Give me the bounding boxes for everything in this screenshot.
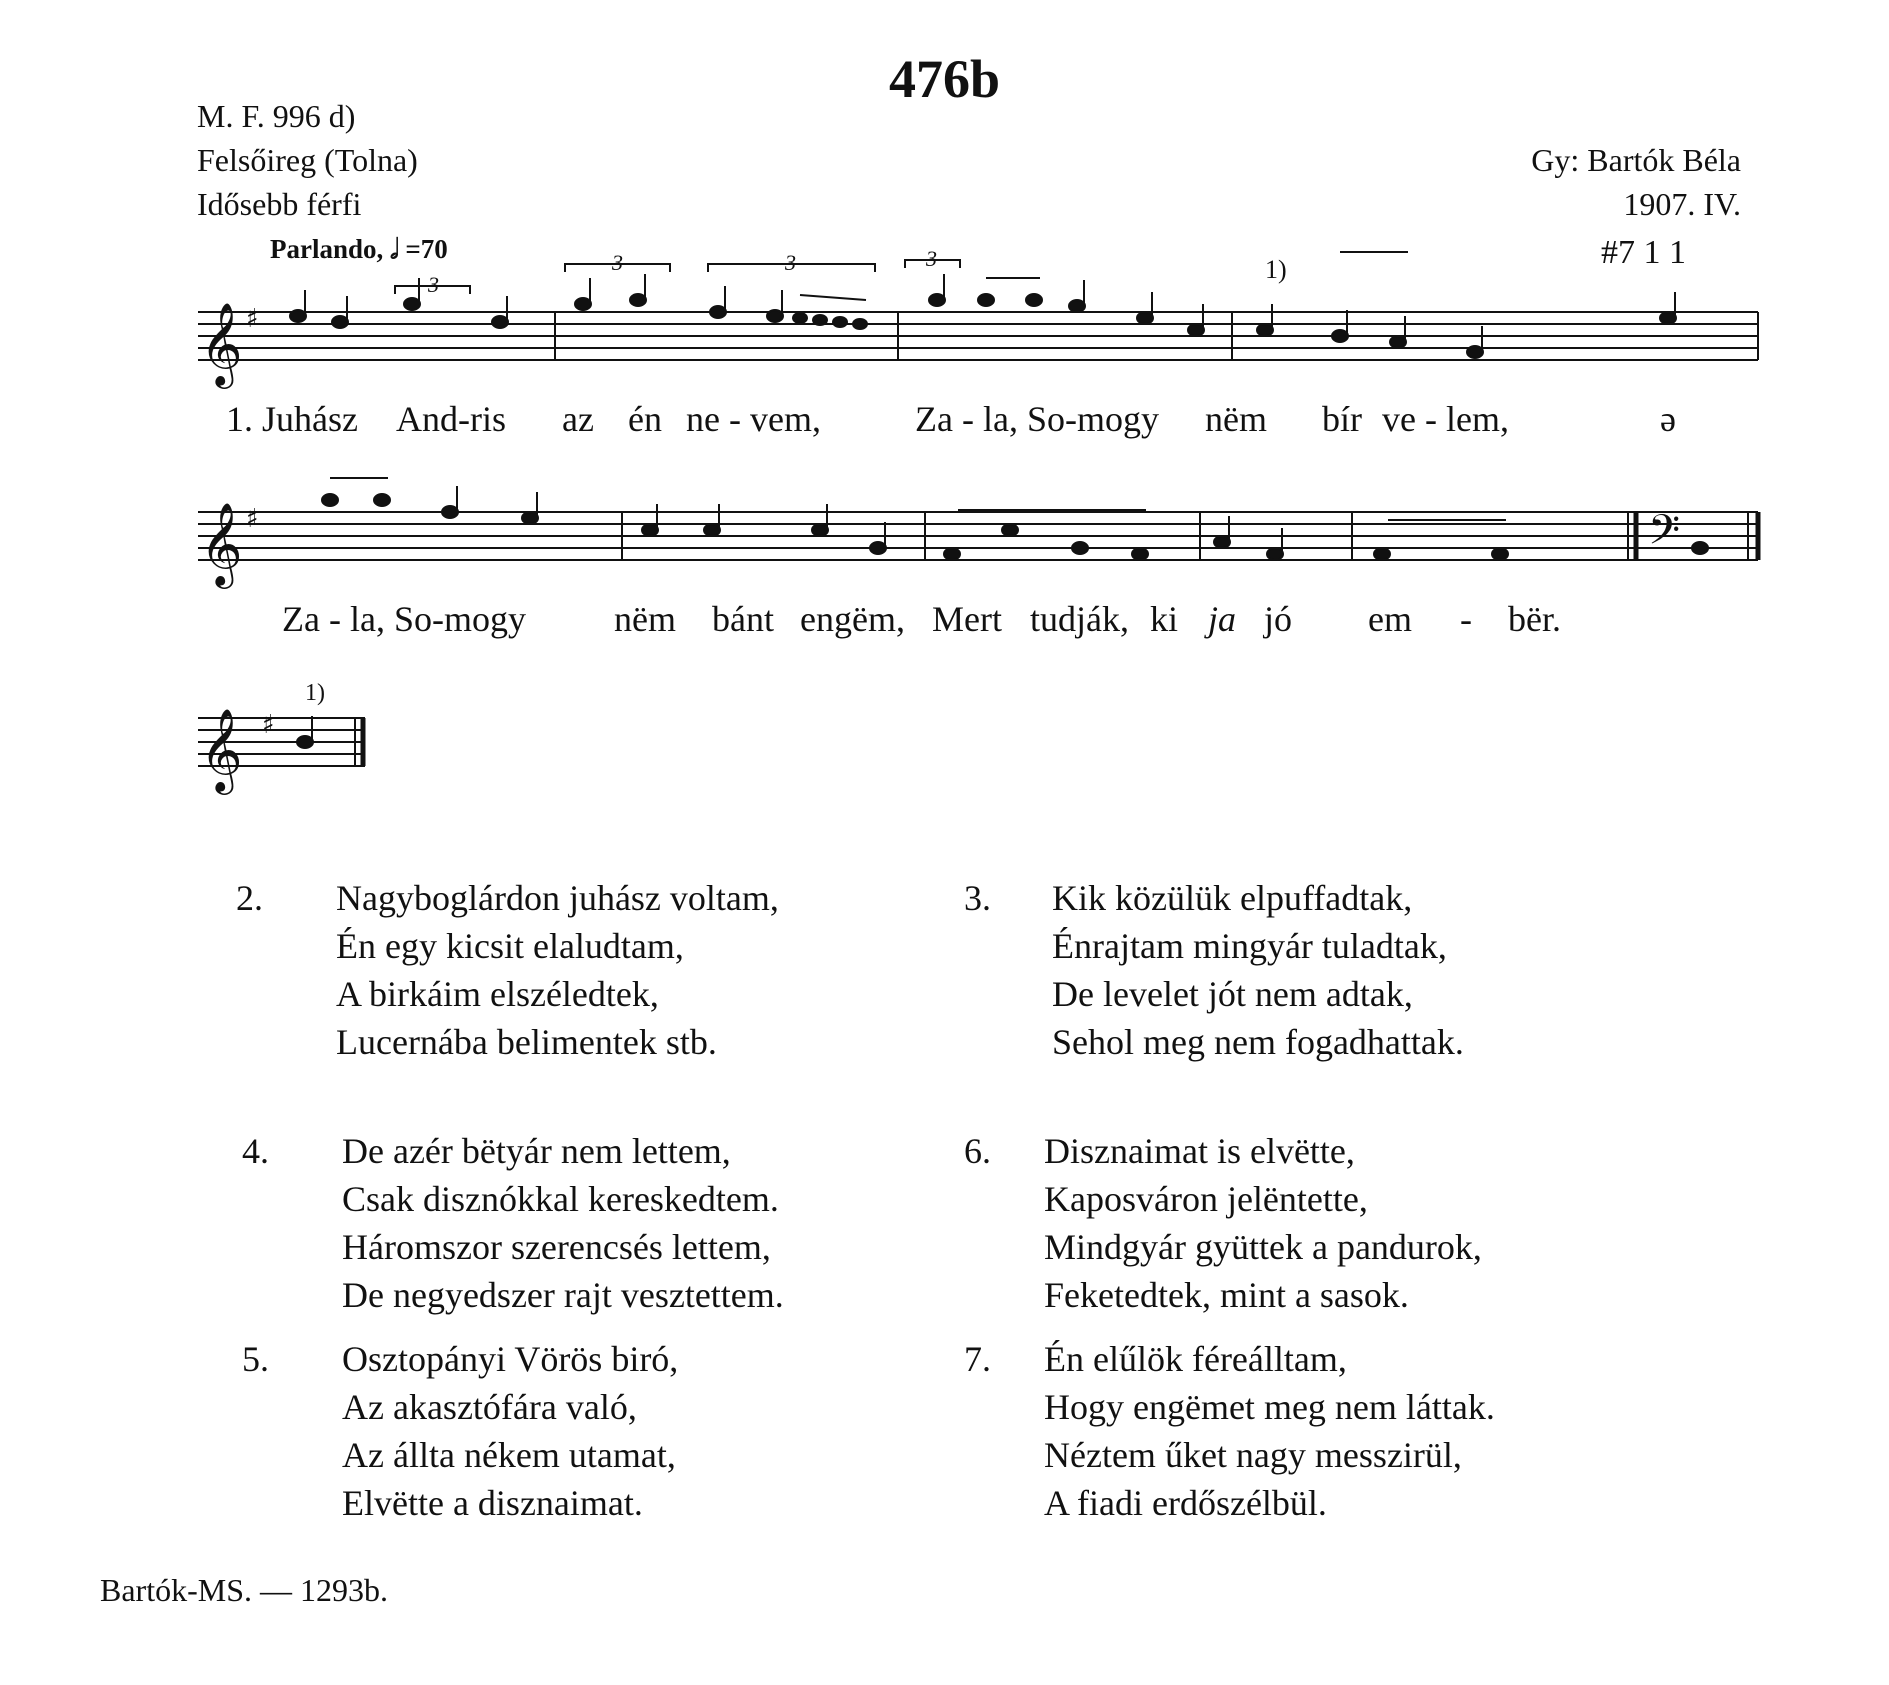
tuplet-number: 3: [785, 250, 796, 275]
stanza-line: De azér bëtyár nem lettem,: [342, 1131, 731, 1171]
stanza-line: Én egy kicsit elaludtam,: [336, 926, 684, 966]
tuplet-number: 3: [926, 246, 937, 271]
lyric-syllable: ve - lem,: [1382, 399, 1509, 439]
stanza-line: Disznaimat is elvëtte,: [1044, 1131, 1355, 1171]
treble-clef-icon: 𝄞: [200, 301, 243, 385]
stanza-line: Én elűlök féreálltam,: [1044, 1339, 1347, 1379]
stanza-line: Az akasztófára való,: [342, 1387, 637, 1427]
lyric-syllable: And-ris: [396, 399, 506, 439]
lyric-syllable: -: [1460, 599, 1472, 639]
classification-code: #7 1 1: [1601, 234, 1686, 271]
stanza-number: 2.: [236, 878, 263, 918]
stanza-line: A birkáim elszéledtek,: [336, 974, 659, 1014]
stanza-number: 4.: [242, 1131, 269, 1171]
tuplet-brackets-1: [395, 252, 1408, 294]
stanza-3: [964, 874, 1604, 1074]
manuscript-reference: Bartók-MS. — 1293b.: [100, 1572, 388, 1608]
stanza-number: 5.: [242, 1339, 269, 1379]
lyric-syllable: nëm: [1205, 399, 1267, 439]
stanza-2: [236, 874, 876, 1074]
stanza-line: Sehol meg nem fogadhattak.: [1052, 1022, 1464, 1062]
sharp-icon: ♯: [246, 504, 259, 534]
lyric-syllable: ja: [1208, 599, 1237, 639]
stanza-number: 3.: [964, 878, 991, 918]
lyric-syllable: nëm: [614, 599, 676, 639]
lyric-syllable: em: [1368, 599, 1412, 639]
lyric-syllable: jó: [1264, 599, 1293, 639]
stanza-7: [964, 1335, 1604, 1535]
stanza-line: Lucernába belimentek stb.: [336, 1022, 717, 1062]
stanza-number: 7.: [964, 1339, 991, 1379]
stanza-line: Énrajtam mingyár tuladtak,: [1052, 926, 1447, 966]
stanza-line: Néztem űket nagy messzirül,: [1044, 1435, 1462, 1475]
footnote-marker: 1): [305, 680, 325, 706]
lyric-syllable: Za - la, So-mogy: [915, 399, 1159, 439]
stanza-line: Osztopányi Vörös biró,: [342, 1339, 679, 1379]
collection-date: 1907. IV.: [1623, 186, 1741, 222]
lyric-syllable: Mert: [932, 599, 1002, 639]
footnote-marker: 1): [1265, 255, 1287, 284]
lyric-syllable: engëm,: [800, 599, 905, 639]
sharp-icon: ♯: [262, 710, 275, 740]
location: Felsőireg (Tolna): [197, 142, 418, 178]
lyric-syllable: ne - vem,: [686, 399, 821, 439]
sharp-icon: ♯: [246, 304, 259, 334]
lyric-syllable: bër.: [1508, 599, 1561, 639]
singer: Idősebb férfi: [197, 186, 362, 222]
half-note-icon: 𝅗𝅥: [390, 234, 399, 265]
tempo-value: =70: [405, 234, 448, 264]
lyric-syllable: 1. Juhász: [226, 399, 358, 439]
staff-1: [198, 312, 1758, 360]
tempo-label: Parlando,: [270, 234, 384, 264]
lyric-syllable: én: [628, 399, 662, 439]
lyric-syllable: tudják,: [1030, 599, 1129, 639]
stanza-line: Csak disznókkal kereskedtem.: [342, 1179, 779, 1219]
stanza-6: [964, 1127, 1604, 1327]
lyric-syllable: bír: [1322, 399, 1362, 439]
staff-2: [198, 512, 1758, 560]
bass-clef-icon: 𝄢: [1648, 506, 1681, 564]
stanza-line: De negyedszer rajt vesztettem.: [342, 1275, 784, 1315]
lyric-syllable: ki: [1150, 599, 1179, 639]
lyric-syllable: az: [562, 399, 594, 439]
stanza-line: Feketedtek, mint a sasok.: [1044, 1275, 1409, 1315]
stanza-line: Az állta nékem utamat,: [342, 1435, 676, 1475]
collector: Gy: Bartók Béla: [1531, 142, 1741, 178]
stanza-line: Háromszor szerencsés lettem,: [342, 1227, 771, 1267]
tuplet-number: 3: [428, 272, 439, 297]
song-number: 476b: [888, 49, 1001, 109]
stanza-5: [242, 1335, 882, 1535]
stanza-line: Nagyboglárdon juhász voltam,: [336, 878, 779, 918]
lyric-syllable: ə: [1660, 399, 1676, 439]
stanza-line: Mindgyár gyüttek a pandurok,: [1044, 1227, 1482, 1267]
stanza-line: Kaposváron jelëntette,: [1044, 1179, 1368, 1219]
collection-ref: M. F. 996 d): [197, 98, 356, 134]
stanza-line: De levelet jót nem adtak,: [1052, 974, 1413, 1014]
lyric-syllable: Za - la, So-mogy: [282, 599, 526, 639]
stanza-line: A fiadi erdőszélbül.: [1044, 1483, 1327, 1523]
stanza-line: Elvëtte a disznaimat.: [342, 1483, 643, 1523]
notes-line-3: [297, 716, 313, 748]
treble-clef-icon: 𝄞: [200, 501, 243, 585]
lyric-syllable: bánt: [712, 599, 774, 639]
treble-clef-icon: 𝄞: [200, 707, 243, 791]
stanza-4: [242, 1127, 882, 1327]
notes-line-1: [290, 274, 1676, 358]
stanza-line: Hogy engëmet meg nem láttak.: [1044, 1387, 1495, 1427]
tuplet-number: 3: [612, 250, 623, 275]
stanza-number: 6.: [964, 1131, 991, 1171]
stanza-line: Kik közülük elpuffadtak,: [1052, 878, 1413, 918]
